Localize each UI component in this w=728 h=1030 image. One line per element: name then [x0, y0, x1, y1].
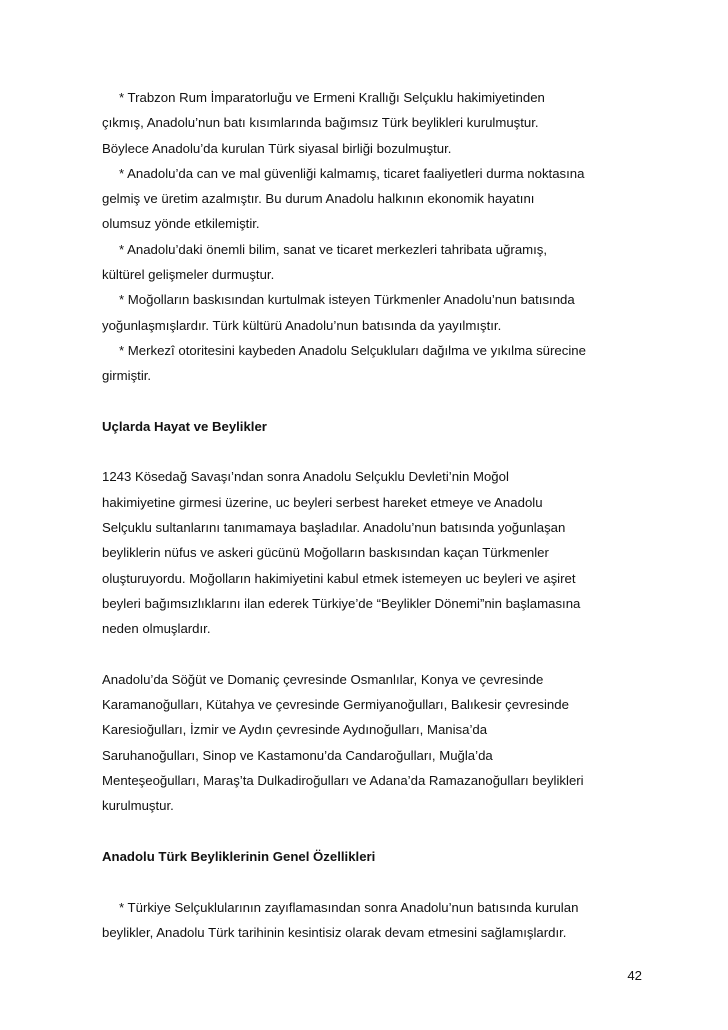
- text-line: Anadolu’da Söğüt ve Domaniç çevresinde Osmanlılar, Konya ve çevresinde: [102, 671, 544, 687]
- spacer: [102, 439, 642, 464]
- text-line: yoğunlaşmışlardır. Türk kültürü Anadolu’nun batısında da yayılmıştır.: [102, 317, 502, 333]
- text-line: beyleri bağımsızlıklarını ilan ederek Türkiye’de “Beylikler Dönemi”nin başlamasına: [102, 595, 581, 611]
- text-line: * Anadolu’da can ve mal güvenliği kalmamış, ticaret faaliyetleri durma noktasına: [119, 165, 585, 181]
- spacer: [102, 819, 642, 844]
- text-line: Karesioğulları, İzmir ve Aydın çevresinde Aydınoğulları, Manisa’da: [102, 722, 488, 738]
- spacer: [102, 389, 642, 414]
- section-heading-genel-ozellikler: Anadolu Türk Beyliklerinin Genel Özellikleri: [102, 848, 376, 864]
- document-page: [102, 85, 642, 945]
- text-line: Karamanoğulları, Kütahya ve çevresinde Germiyanoğulları, Balıkesir çevresinde: [102, 697, 569, 713]
- bullet-paragraph-5: [102, 338, 642, 389]
- text-line: olumsuz yönde etkilemiştir.: [102, 216, 260, 232]
- bullet-paragraph-2: [102, 161, 642, 237]
- page-number: 42: [627, 968, 642, 983]
- section2-paragraph-1: [102, 895, 642, 946]
- text-line: beylikler, Anadolu Türk tarihinin kesintisiz olarak devam etmesini sağlamışlardır.: [102, 924, 567, 940]
- text-line: kurulmuştur.: [102, 798, 174, 814]
- section-heading-ucl-beylikler: Uçlarda Hayat ve Beylikler: [102, 418, 267, 434]
- bullet-paragraph-3: [102, 237, 642, 288]
- text-line: * Moğolların baskısından kurtulmak isteyen Türkmenler Anadolu’nun batısında: [119, 292, 575, 308]
- text-line: Saruhanoğulları, Sinop ve Kastamonu’da Candaroğulları, Muğla’da: [102, 747, 493, 763]
- text-line: Böylece Anadolu’da kurulan Türk siyasal birliği bozulmuştur.: [102, 140, 452, 156]
- text-line: 1243 Kösedağ Savaşı’ndan sonra Anadolu Selçuklu Devleti’nin Moğol: [102, 469, 509, 485]
- text-line: * Türkiye Selçuklularının zayıflamasından sonra Anadolu’nun batısında kurulan: [119, 899, 579, 915]
- section1-paragraph-1: [102, 464, 642, 641]
- text-line: * Anadolu’daki önemli bilim, sanat ve ticaret merkezleri tahribata uğramış,: [119, 241, 548, 257]
- text-line: girmiştir.: [102, 368, 152, 384]
- text-line: Selçuklu sultanlarını tanımamaya başladılar. Anadolu’nun batısında yoğunlaşan: [102, 520, 566, 536]
- text-line: hakimiyetine girmesi üzerine, uc beyleri serbest hareket etmeye ve Anadolu: [102, 494, 543, 510]
- text-line: neden olmuşlardır.: [102, 621, 211, 637]
- text-line: çıkmış, Anadolu’nun batı kısımlarında bağımsız Türk beylikleri kurulmuştur.: [102, 115, 539, 131]
- bullet-paragraph-1: [102, 85, 642, 161]
- text-line: beyliklerin nüfus ve askeri gücünü Moğolların baskısından kaçan Türkmenler: [102, 545, 549, 561]
- spacer: [102, 869, 642, 894]
- text-line: gelmiş ve üretim azalmıştır. Bu durum Anadolu halkının ekonomik hayatını: [102, 191, 535, 207]
- bullet-paragraph-4: [102, 287, 642, 338]
- text-line: * Merkezî otoritesini kaybeden Anadolu Selçukluları dağılma ve yıkılma sürecine: [119, 342, 586, 358]
- section1-paragraph-2: [102, 667, 642, 819]
- text-line: * Trabzon Rum İmparatorluğu ve Ermeni Krallığı Selçuklu hakimiyetinden: [119, 90, 545, 105]
- text-line: oluşturuyordu. Moğolların hakimiyetini kabul etmek istemeyen uc beyleri ve aşiret: [102, 570, 576, 586]
- text-line: Menteşeoğulları, Maraş’ta Dulkadiroğulları ve Adana’da Ramazanoğulları beylikleri: [102, 773, 584, 789]
- text-line: kültürel gelişmeler durmuştur.: [102, 267, 275, 283]
- spacer: [102, 642, 642, 667]
